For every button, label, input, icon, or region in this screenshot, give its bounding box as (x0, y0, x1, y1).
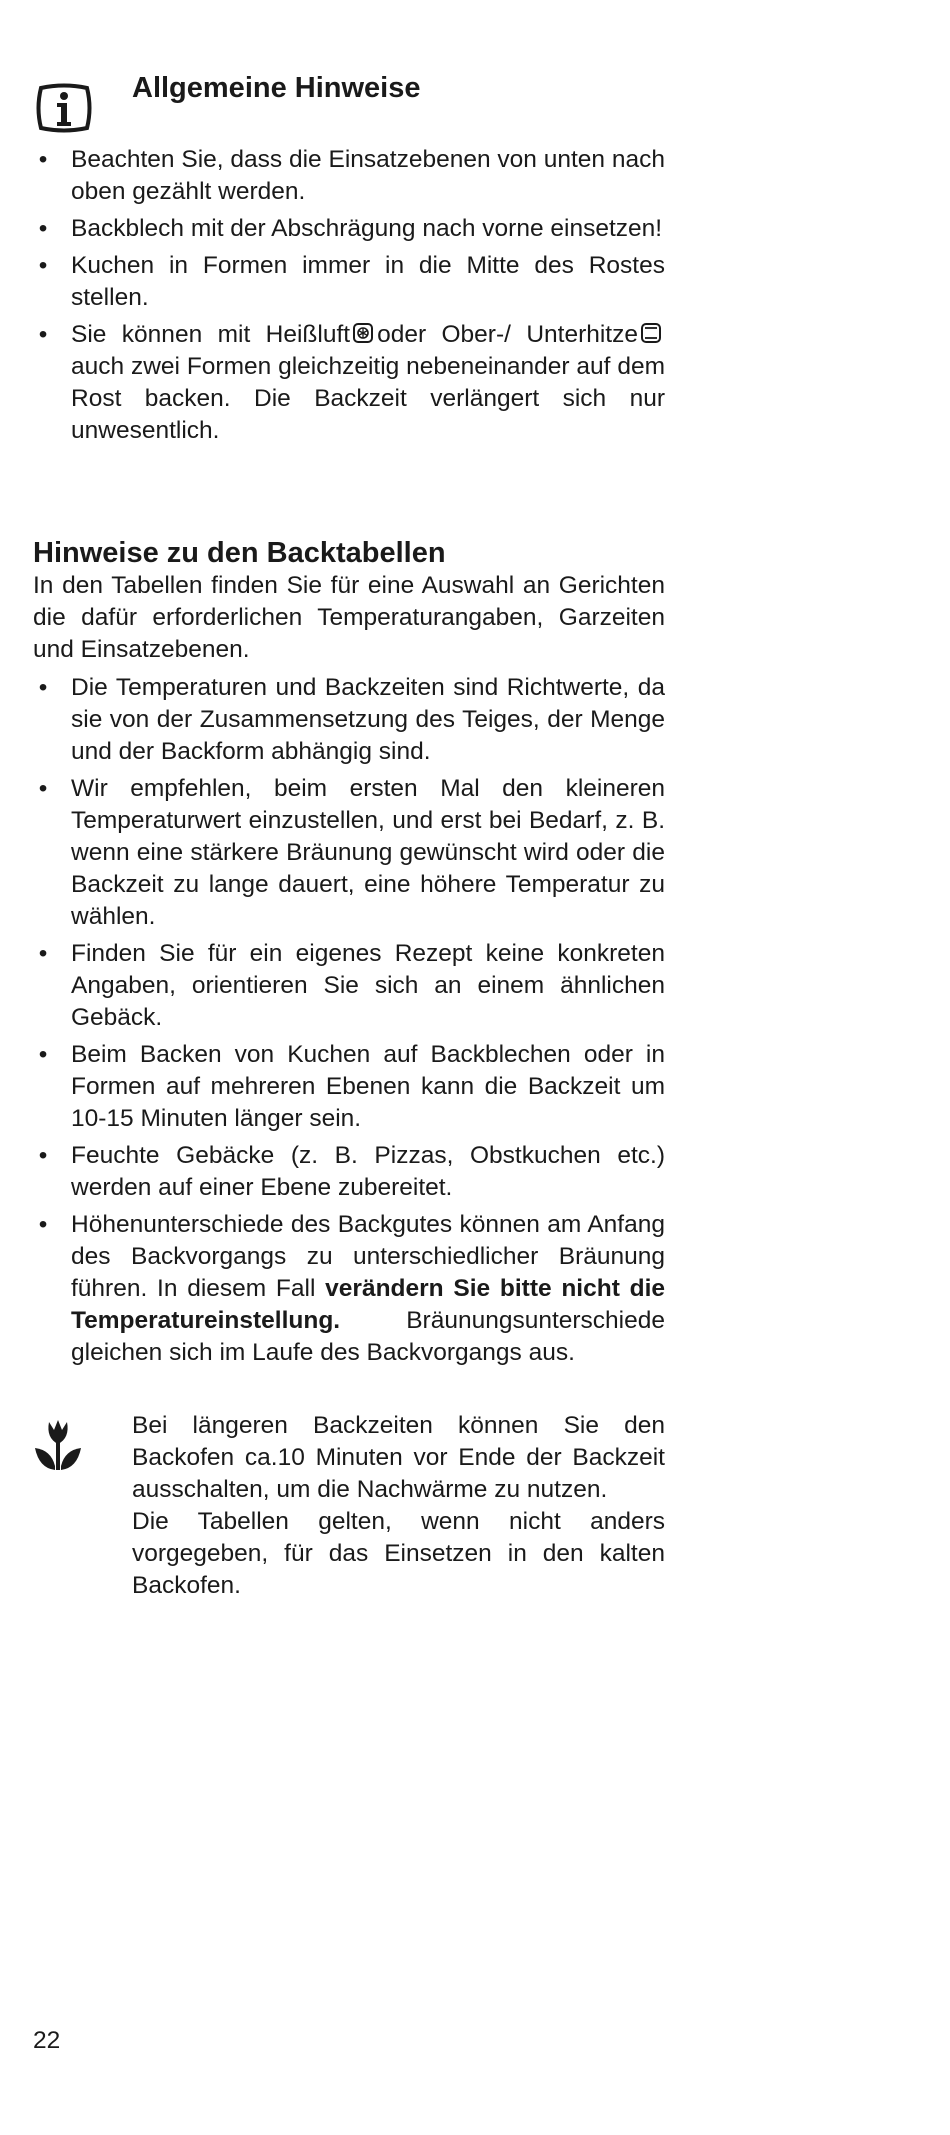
tip-paragraph: Bei längeren Backzeiten können Sie den Backofen ca.10 Minuten vor Ende der Backzeit ausschalten, um die Nachwärme zu nutzen. (132, 1412, 665, 1503)
bullet-icon: • (38, 252, 48, 279)
list-item: • Sie können mit Heißluft oder Ober-/ Unterhitzeauch zwei Formen gleichzeitig nebeneinander auf dem Rost backen. Die Backzeit verlängert sich nur unwesentlich. (33, 319, 665, 447)
list-item: • Backblech mit der Abschrägung nach vorne einsetzen! (33, 213, 665, 245)
bullet-icon: • (38, 775, 48, 802)
list-item: • Kuchen in Formen immer in die Mitte des Rostes stellen. (33, 250, 665, 314)
top-bottom-heat-icon (640, 322, 662, 344)
section-title-general-notes: Allgemeine Hinweise (132, 72, 421, 104)
list-item: • Höhenunterschiede des Backgutes können am Anfang des Backvorgangs zu unterschiedlicher Bräunung führen. In diesem Fall verändern Sie bitte nicht die Temperatureinstellung. Bräunungsunterschiede gleichen sich im Laufe des Backvorgangs aus. (33, 1209, 665, 1369)
emphasis-text: verändern Sie bitte nicht die Temperatureinstellung. (71, 1275, 666, 1334)
bullet-icon: • (38, 1211, 48, 1238)
bullet-icon: • (38, 146, 48, 173)
environment-tulip-icon (33, 1418, 83, 1474)
baking-tables-intro: In den Tabellen finden Sie für eine Auswahl an Gerichten die dafür erforderlichen Temperaturangaben, Garzeiten und Einsatzebenen. (33, 572, 665, 663)
bullet-icon: • (38, 940, 48, 967)
list-item: • Wir empfehlen, beim ersten Mal den kleineren Temperaturwert einzustellen, und erst bei Bedarf, z. B. wenn eine stärkere Bräunung gewünscht wird oder die Backzeit zu lange dauert, eine höhere Temperatur zu wählen. (33, 773, 665, 933)
page-number: 22 (33, 2027, 61, 2054)
bullet-icon: • (38, 1142, 48, 1169)
bullet-icon: • (38, 674, 48, 701)
info-icon (33, 82, 95, 134)
list-item: • Finden Sie für ein eigenes Rezept keine konkreten Angaben, orientieren Sie sich an einem ähnlichen Gebäck. (33, 938, 665, 1034)
list-item: • Beachten Sie, dass die Einsatzebenen von unten nach oben gezählt werden. (33, 144, 665, 208)
energy-saving-tip (132, 1410, 665, 1602)
bullet-icon: • (38, 215, 48, 242)
tip-paragraph: Die Tabellen gelten, wenn nicht anders vorgegeben, für das Einsetzen in den kalten Backofen. (132, 1508, 665, 1599)
bullet-icon: • (38, 1041, 48, 1068)
section-title-baking-tables: Hinweise zu den Backtabellen (33, 537, 446, 569)
hot-air-fan-icon (352, 322, 374, 344)
list-item: • Die Temperaturen und Backzeiten sind Richtwerte, da sie von der Zusammensetzung des Teiges, der Menge und der Backform abhängig sind. (33, 672, 665, 768)
bullet-icon: • (38, 321, 48, 348)
list-item: • Beim Backen von Kuchen auf Backblechen oder in Formen auf mehreren Ebenen kann die Backzeit um 10-15 Minuten länger sein. (33, 1039, 665, 1135)
general-notes-list (33, 144, 665, 452)
list-item: • Feuchte Gebäcke (z. B. Pizzas, Obstkuchen etc.) werden auf einer Ebene zubereitet. (33, 1140, 665, 1204)
baking-tables-list (33, 672, 665, 1374)
